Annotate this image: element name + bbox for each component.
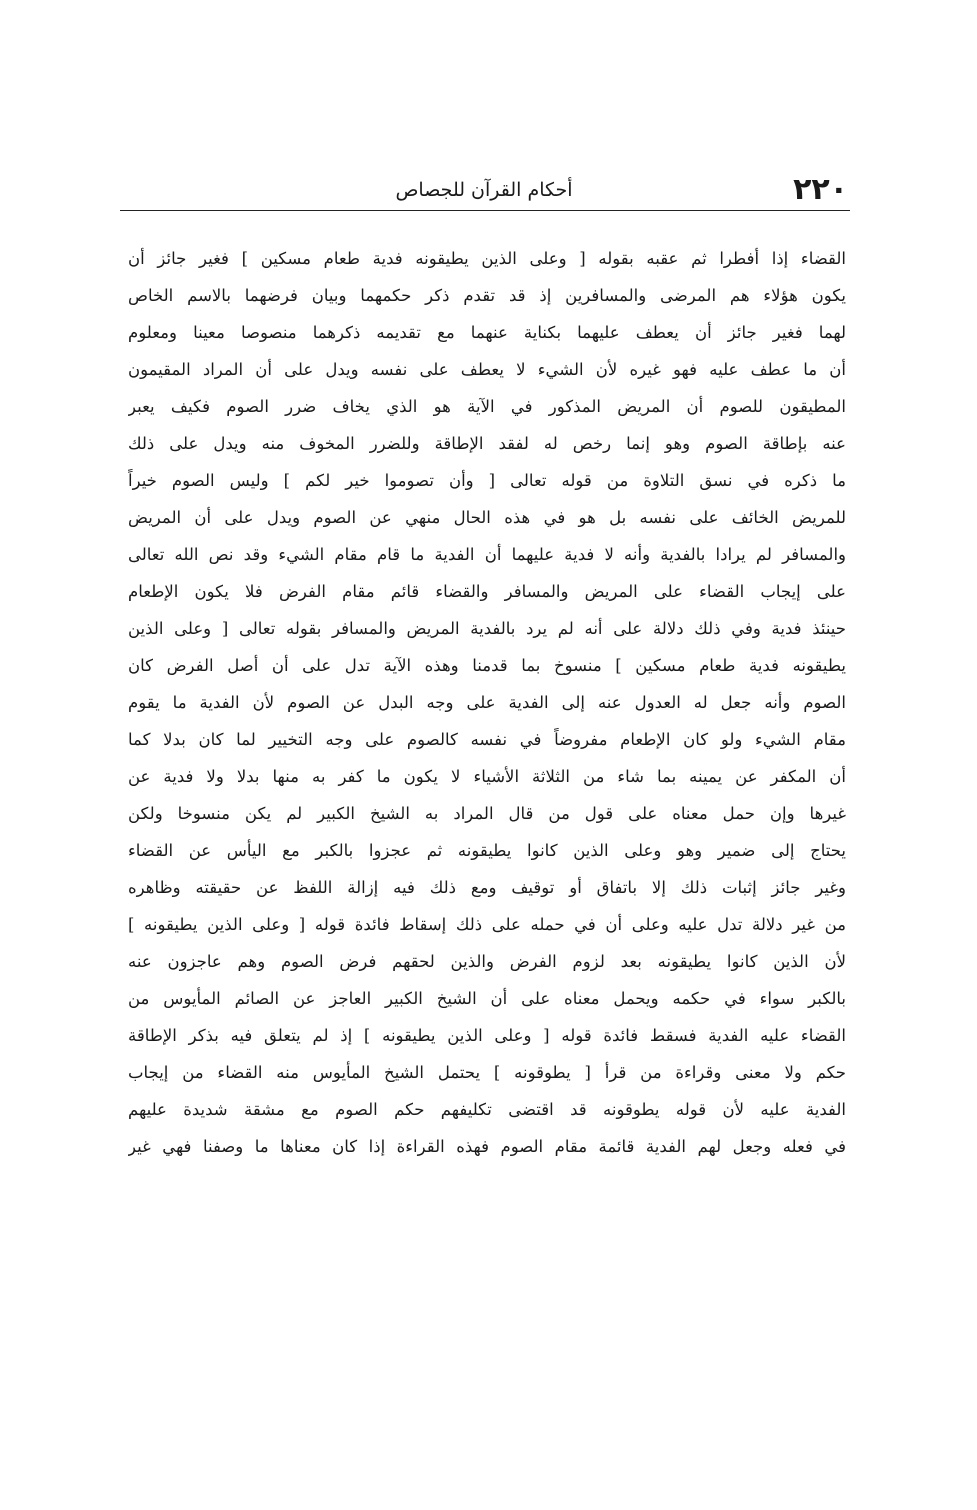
text-line: لهما فغير جائز أن يعطف عليهما بكناية عنهما مع تقديمه ذكرهما منصوصا معينا ومعلوم: [128, 323, 846, 342]
text-line: والمسافر لم يرادا بالفدية وأنه لا فدية عليهما أن الفدية ما قام مقام الشيء وقد نص الله تعالى: [128, 545, 846, 564]
text-line: القضاء إذا أفطرا ثم عقبه بقوله [ وعلى الذين يطيقونه فدية طعام مسكين ] فغير جائز أن: [128, 249, 846, 268]
text-line: يكون هؤلاء هم المرضى والمسافرين إذ قد تقدم ذكر حكمهما وبيان فرضهما بالاسم الخاص: [128, 286, 846, 305]
header-rule: [120, 210, 850, 211]
text-line: يطيقونه فدية طعام مسكين ] منسوخ بما قدمنا وهذه الآية تدل على أن أصل الفرض كان: [128, 656, 846, 675]
text-line: حكم ولا معنى وقراءة من قرأ [ يطوقونه ] يحتمل الشيخ المأيوس منه القضاء من إيجاب: [128, 1063, 846, 1082]
text-line: عنه بإطاقة الصوم وهو إنما رخص له لفقد الإطاقة وللضرر المخوف منه ويدل على ذلك: [128, 434, 846, 453]
text-line: الصوم وأنه جعل له العدول عنه إلى الفدية على وجه البدل عن الصوم لأن الفدية ما يقوم: [128, 693, 846, 712]
page-number: ٢٢٠: [793, 172, 848, 207]
text-line: القضاء عليه الفدية فسقط فائدة قوله [ وعلى الذين يطيقونه ] إذ لم يتعلق فيه بذكر الإطاقة: [128, 1026, 846, 1045]
text-line: غيرها وإن حمل معناه على قول من قال المراد به الشيخ الكبير لم يكن منسوخا ولكن: [128, 804, 846, 823]
text-line: بالكبر سواء في حكمه ويحمل معناه على أن الشيخ الكبير العاجز عن الصائم المأيوس من: [128, 989, 846, 1008]
text-line: للمريض الخائف على نفسه بل هو في هذه الحال منهي عن الصوم ويدل على أن المريض: [128, 508, 846, 527]
running-title: أحكام القرآن للجصاص: [395, 179, 573, 201]
page-header: [120, 168, 848, 214]
text-line: في فعله وجعل لهم الفدية قائمة مقام الصوم فهذه القراءة إذا كان معناها ما وصفنا فهي غير: [128, 1137, 846, 1156]
text-line: على إيجاب القضاء على المريض والمسافر والقضاء قائم مقام الفرض فلا يكون الإطعام: [128, 582, 846, 601]
text-line: الفدية عليه لأن قوله يطوقونه قد اقتضى تكليفهم حكم الصوم مع مشقة شديدة عليهم: [128, 1100, 846, 1119]
text-line: حينئذ فدية وفي ذلك دلالة على أنه لم يرد بالفدية المريض والمسافر بقوله تعالى [ وعلى الذين: [128, 619, 846, 638]
text-line: أن ما عطف عليه فهو غيره لأن الشيء لا يعطف على نفسه ويدل على أن المراد المقيمون: [128, 360, 846, 379]
text-line: وغير جائز إثبات ذلك إلا باتفاق أو توقيف ومع ذلك فيه إزالة اللفظ عن حقيقته وظاهره: [128, 878, 846, 897]
text-line: لأن الذين كانوا يطيقونه بعد لزوم الفرض والذين لحقهم فرض الصوم وهم عاجزون عنه: [128, 952, 846, 971]
text-line: أن المكفر عن يمينه بما شاء من الثلاثة الأشياء لا يكون ما كفر به منها بدلا ولا فدية عن: [128, 767, 846, 786]
text-line: من غير دلالة تدل عليه وعلى أن في حمله على ذلك إسقاط فائدة قوله [ وعلى الذين يطيقونه ]: [128, 915, 846, 934]
text-line: يحتاج إلى ضمير وهو وعلى الذين كانوا يطيقونه ثم عجزوا بالكبر مع اليأس عن القضاء: [128, 841, 846, 860]
body-text: [128, 240, 846, 1165]
text-line: مقام الشيء ولو كان الإطعام مفروضاً في نفسه كالصوم على وجه التخيير لما كان بدلا كما: [128, 730, 846, 749]
text-line: المطيقون للصوم أن المريض المذكور في الآية هو الذي يخاف ضرر الصوم فكيف يعبر: [128, 397, 846, 416]
text-line: ما ذكره في نسق التلاوة من قوله تعالى [ وأن تصوموا خير لكم ] وليس الصوم خيراً: [128, 471, 846, 490]
